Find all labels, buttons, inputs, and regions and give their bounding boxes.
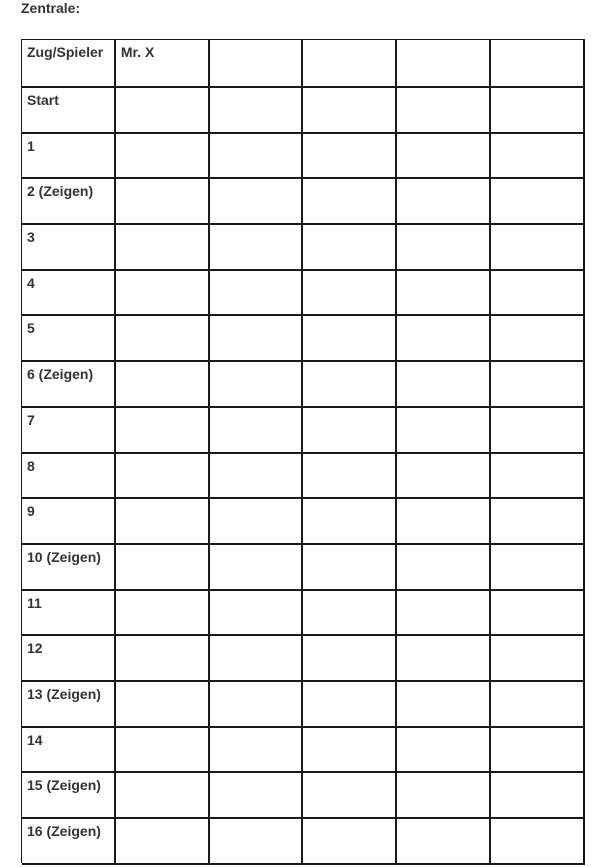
player-3-entry-cell[interactable] [303,134,397,180]
player-2-entry-cell[interactable] [210,591,304,637]
player-5-entry-cell[interactable] [491,819,585,865]
player-5-entry-cell[interactable] [491,271,585,317]
row-label-cell: 2 (Zeigen) [22,179,116,225]
player-5-entry-cell[interactable] [491,88,585,134]
player-4-entry-cell[interactable] [397,545,491,591]
player-3-entry-cell[interactable] [303,682,397,728]
table-header-row [22,40,585,88]
player-2-entry-cell[interactable] [210,88,304,134]
mr-x-entry-cell[interactable] [116,225,210,271]
row-label-cell: 7 [22,408,116,454]
table-row [22,362,585,408]
table-row [22,225,585,271]
row-label-cell: 14 [22,728,116,774]
header-cell-player-4[interactable] [397,40,491,88]
player-4-entry-cell[interactable] [397,499,491,545]
player-5-entry-cell[interactable] [491,316,585,362]
table-row [22,545,585,591]
player-5-entry-cell[interactable] [491,362,585,408]
player-5-entry-cell[interactable] [491,499,585,545]
table-row [22,591,585,637]
player-5-entry-cell[interactable] [491,591,585,637]
mr-x-entry-cell[interactable] [116,545,210,591]
player-5-entry-cell[interactable] [491,134,585,180]
header-cell-player-2[interactable] [210,40,304,88]
player-4-entry-cell[interactable] [397,271,491,317]
table-row [22,819,585,865]
player-3-entry-cell[interactable] [303,454,397,500]
player-4-entry-cell[interactable] [397,225,491,271]
table-body [22,88,585,865]
header-cell-move-player: Zug/Spieler [22,40,116,88]
table-row [22,134,585,180]
player-4-entry-cell[interactable] [397,773,491,819]
player-3-entry-cell[interactable] [303,728,397,774]
table-row [22,408,585,454]
player-2-entry-cell[interactable] [210,728,304,774]
player-2-entry-cell[interactable] [210,682,304,728]
player-2-entry-cell[interactable] [210,316,304,362]
mr-x-entry-cell[interactable] [116,362,210,408]
player-4-entry-cell[interactable] [397,819,491,865]
header-cell-mr-x: Mr. X [116,40,210,88]
mr-x-entry-cell[interactable] [116,499,210,545]
player-3-entry-cell[interactable] [303,591,397,637]
player-3-entry-cell[interactable] [303,225,397,271]
player-5-entry-cell[interactable] [491,728,585,774]
row-label-cell: 8 [22,454,116,500]
player-2-entry-cell[interactable] [210,454,304,500]
player-4-entry-cell[interactable] [397,134,491,180]
player-5-entry-cell[interactable] [491,179,585,225]
player-3-entry-cell[interactable] [303,362,397,408]
player-4-entry-cell[interactable] [397,728,491,774]
player-3-entry-cell[interactable] [303,636,397,682]
player-2-entry-cell[interactable] [210,271,304,317]
header-cell-player-5[interactable] [491,40,585,88]
table-row [22,499,585,545]
table-row [22,773,585,819]
row-label-cell: 4 [22,271,116,317]
player-3-entry-cell[interactable] [303,773,397,819]
player-4-entry-cell[interactable] [397,454,491,500]
mr-x-entry-cell[interactable] [116,454,210,500]
row-label-cell: 9 [22,499,116,545]
player-3-entry-cell[interactable] [303,499,397,545]
mr-x-entry-cell[interactable] [116,88,210,134]
player-4-entry-cell[interactable] [397,591,491,637]
mr-x-entry-cell[interactable] [116,591,210,637]
table-row [22,179,585,225]
header-cell-player-3[interactable] [303,40,397,88]
player-3-entry-cell[interactable] [303,408,397,454]
player-3-entry-cell[interactable] [303,88,397,134]
player-5-entry-cell[interactable] [491,773,585,819]
player-2-entry-cell[interactable] [210,134,304,180]
mr-x-entry-cell[interactable] [116,682,210,728]
row-label-cell: 15 (Zeigen) [22,773,116,819]
player-5-entry-cell[interactable] [491,408,585,454]
player-5-entry-cell[interactable] [491,682,585,728]
table-row [22,316,585,362]
player-4-entry-cell[interactable] [397,636,491,682]
row-label-cell: 1 [22,134,116,180]
mr-x-entry-cell[interactable] [116,819,210,865]
row-label-cell: 3 [22,225,116,271]
mr-x-entry-cell[interactable] [116,134,210,180]
row-label-cell: 16 (Zeigen) [22,819,116,865]
mr-x-entry-cell[interactable] [116,636,210,682]
player-3-entry-cell[interactable] [303,179,397,225]
mr-x-entry-cell[interactable] [116,179,210,225]
player-2-entry-cell[interactable] [210,362,304,408]
player-3-entry-cell[interactable] [303,316,397,362]
mr-x-entry-cell[interactable] [116,271,210,317]
row-label-cell: Start [22,88,116,134]
player-4-entry-cell[interactable] [397,179,491,225]
player-5-entry-cell[interactable] [491,225,585,271]
player-4-entry-cell[interactable] [397,88,491,134]
player-3-entry-cell[interactable] [303,819,397,865]
table-row [22,636,585,682]
row-label-cell: 10 (Zeigen) [22,545,116,591]
player-5-entry-cell[interactable] [491,454,585,500]
player-2-entry-cell[interactable] [210,773,304,819]
player-4-entry-cell[interactable] [397,316,491,362]
player-2-entry-cell[interactable] [210,545,304,591]
player-5-entry-cell[interactable] [491,636,585,682]
player-3-entry-cell[interactable] [303,271,397,317]
player-2-entry-cell[interactable] [210,636,304,682]
mr-x-entry-cell[interactable] [116,408,210,454]
player-2-entry-cell[interactable] [210,819,304,865]
player-2-entry-cell[interactable] [210,225,304,271]
table-row [22,271,585,317]
row-label-cell: 11 [22,591,116,637]
player-3-entry-cell[interactable] [303,545,397,591]
player-4-entry-cell[interactable] [397,408,491,454]
mr-x-entry-cell[interactable] [116,773,210,819]
player-2-entry-cell[interactable] [210,499,304,545]
row-label-cell: 13 (Zeigen) [22,682,116,728]
player-2-entry-cell[interactable] [210,179,304,225]
row-label-cell: 6 (Zeigen) [22,362,116,408]
player-4-entry-cell[interactable] [397,682,491,728]
move-log-table [21,39,585,863]
table-row [22,682,585,728]
player-4-entry-cell[interactable] [397,362,491,408]
mr-x-entry-cell[interactable] [116,728,210,774]
table-row [22,88,585,134]
player-5-entry-cell[interactable] [491,545,585,591]
table-row [22,454,585,500]
mr-x-entry-cell[interactable] [116,316,210,362]
row-label-cell: 12 [22,636,116,682]
page-heading: Zentrale: [21,0,81,16]
row-label-cell: 5 [22,316,116,362]
player-2-entry-cell[interactable] [210,408,304,454]
table-row [22,728,585,774]
